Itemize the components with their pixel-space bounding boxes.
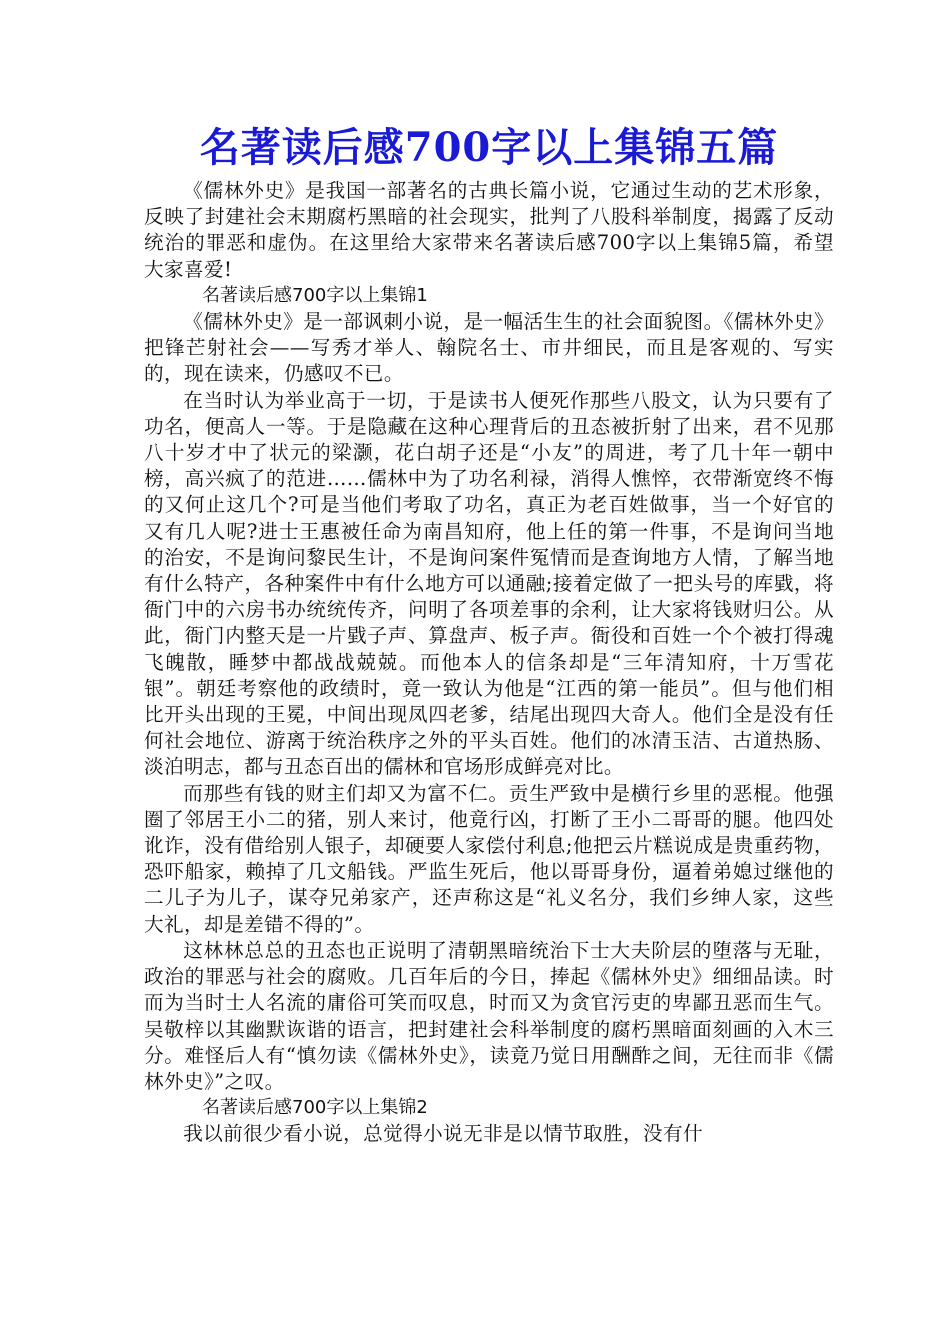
section-2-paragraph-1: 我以前很少看小说，总觉得小说无非是以情节取胜，没有什 [183,1122,704,1146]
section-1-paragraph-3: 而那些有钱的财主们却又为富不仁。贡生严致中是横行乡里的恶棍。他强圈了邻居王小二的猪，别人来讨，他竟行凶，打断了王小二哥哥的腿。他四处讹诈，没有借给别人银子，却硬要人家偿付利息;他把云片糕说成是贵重药物，恐吓船家，赖掉了几文船钱。严监生死后，他以哥哥身份，逼着弟媳过继他的二儿子为儿子，谋夺兄弟家产，还声称这是“礼义名分，我们乡绅人家，这些大礼，却是差错不得的”。 [144,781,834,936]
section-1-paragraph-1: 《儒林外史》是一部讽刺小说，是一幅活生生的社会面貌图。《儒林外史》把锋芒射社会——写秀才举人、翰院名士、市井细民，而且是客观的、写实的，现在读来，仍感叹不已。 [144,310,834,386]
section-1-paragraph-2: 在当时认为举业高于一切，于是读书人便死作那些八股文，认为只要有了功名，便高人一等。于是隐藏在这种心理背后的丑态被折射了出来，君不见那八十岁才中了状元的梁灏，花白胡子还是“小友”的周进，考了几十年一朝中榜，高兴疯了的范进……儒林中为了功名利禄，消得人憔悴，衣带渐宽终不悔的又何止这几个?可是当他们考取了功名，真正为老百姓做事，当一个好官的又有几人呢?进士王惠被任命为南昌知府，他上任的第一件事，不是询问当地的治安，不是询问黎民生计，不是询问案件冤情而是查询地方人情，了解当地有什么特产，各种案件中有什么地方可以通融;接着定做了一把头号的库戥，将衙门中的六房书办统统传齐，问明了各项差事的余利，让大家将钱财归公。从此，衙门内整天是一片戥子声、算盘声、板子声。衙役和百姓一个个被打得魂飞魄散，睡梦中都战战兢兢。而他本人的信条却是“三年清知府，十万雪花银”。朝廷考察他的政绩时，竟一致认为他是“江西的第一能员”。但与他们相比开头出现的王冕，中间出现凤四老爹，结尾出现四大奇人。他们全是没有任何社会地位、游离于统治秩序之外的平头百姓。他们的冰清玉洁、古道热肠、淡泊明志，都与丑态百出的儒林和官场形成鲜亮对比。 [144,388,834,779]
intro-paragraph: 《儒林外史》是我国一部著名的古典长篇小说，它通过生动的艺术形象，反映了封建社会末期腐朽黑暗的社会现实，批判了八股科举制度，揭露了反动统治的罪恶和虚伪。在这里给大家带来名著读后感700字以上集锦5篇，希望大家喜爱! [144,179,834,281]
document-title: 名著读后感700字以上集锦五篇 [199,124,779,171]
section-2-heading: 名著读后感700字以上集锦2 [202,1097,428,1119]
document-page [144,118,834,1148]
section-1-heading: 名著读后感700字以上集锦1 [202,284,428,306]
section-1-paragraph-4: 这林林总总的丑态也正说明了清朝黑暗统治下士大夫阶层的堕落与无耻，政治的罪恶与社会的腐败。几百年后的今日，捧起《儒林外史》细细品读。时而为当时士人名流的庸俗可笑而叹息，时而又为贪官污吏的卑鄙丑恶而生气。吴敬梓以其幽默诙谐的语言，把封建社会科举制度的腐朽黑暗面刻画的入木三分。难怪后人有“慎勿读《儒林外史》，读竟乃觉日用酬酢之间，无往而非《儒林外史》”之叹。 [144,938,834,1093]
